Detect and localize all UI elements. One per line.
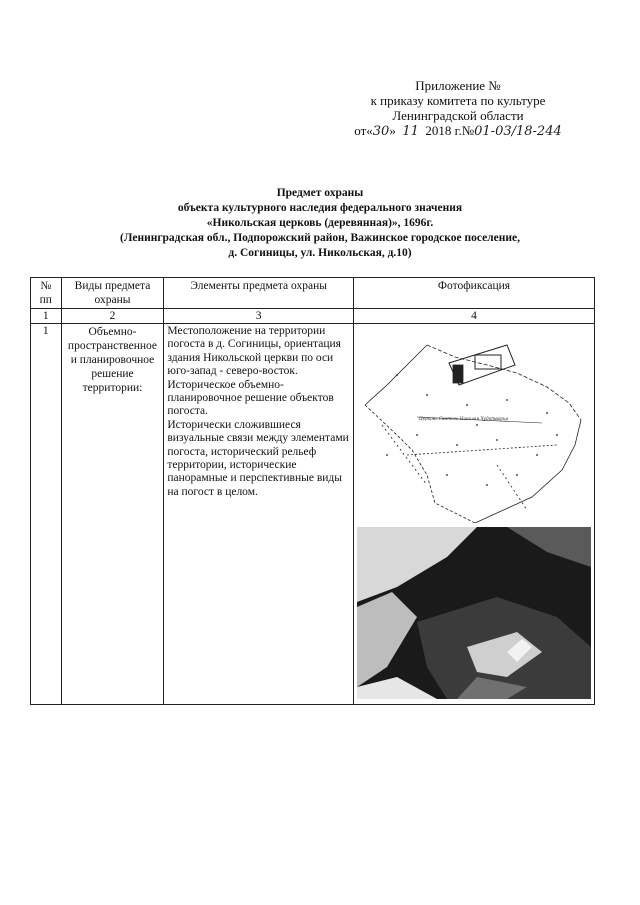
order-number: 01-03/18-244	[474, 124, 562, 139]
header-type: Виды предмета охраны	[61, 278, 164, 309]
date-mid: »	[389, 123, 396, 138]
protection-table	[30, 277, 595, 705]
title-line-5: д. Согиницы, ул. Никольская, д.10)	[228, 247, 412, 259]
date-day: 30	[372, 124, 390, 139]
site-plan-image	[357, 325, 591, 523]
appendix-title: Приложение №	[415, 78, 501, 93]
header-num: № пп	[31, 278, 62, 309]
appendix-order-ref: к приказу комитета по культуре	[370, 93, 546, 108]
row-type: Объемно-пространственное и планировочное решение территории:	[61, 324, 164, 705]
title-line-3: «Никольская церковь (деревянная)», 1696г.	[206, 217, 434, 229]
header-photo: Фотофиксация	[353, 278, 594, 309]
col-number: 1	[31, 309, 62, 324]
date-month: 11	[402, 124, 419, 139]
element-item: Исторически сложившиеся визуальные связи между элементами погоста, исторический рельеф территории, исторические панорамные и перспективные виды на погост в целом.	[167, 418, 349, 498]
header-elements: Элементы предмета охраны	[164, 278, 354, 309]
document-title	[90, 186, 550, 261]
title-line-2: объекта культурного наследия федерального значения	[177, 202, 463, 214]
column-number-row	[31, 309, 595, 324]
appendix-block	[348, 78, 568, 139]
date-prefix: от«	[354, 123, 373, 138]
date-year: 2018 г.№	[425, 123, 475, 138]
col-number: 2	[61, 309, 164, 324]
title-line-1: Предмет охраны	[276, 187, 364, 199]
col-number: 3	[164, 309, 354, 324]
photo-cell	[353, 324, 594, 705]
row-elements	[164, 324, 354, 705]
title-line-4: (Ленинградская обл., Подпорожский район, Важинское городское поселение,	[120, 232, 520, 244]
col-number: 4	[353, 309, 594, 324]
table-header-row	[31, 278, 595, 309]
aerial-photo	[357, 527, 591, 699]
appendix-date-line	[348, 123, 568, 139]
element-item: Историческое объемно-планировочное решение объектов погоста.	[167, 378, 334, 418]
element-item: Местоположение на территории погоста в д. Согиницы, ориентация здания Никольской церкви по оси юго-запад - северо-восток.	[167, 325, 341, 378]
appendix-region: Ленинградской области	[392, 108, 524, 123]
row-num: 1	[31, 324, 62, 705]
plan-caption: Церковь Святого Николая Чудотворца	[418, 416, 509, 421]
table-row	[31, 324, 595, 705]
